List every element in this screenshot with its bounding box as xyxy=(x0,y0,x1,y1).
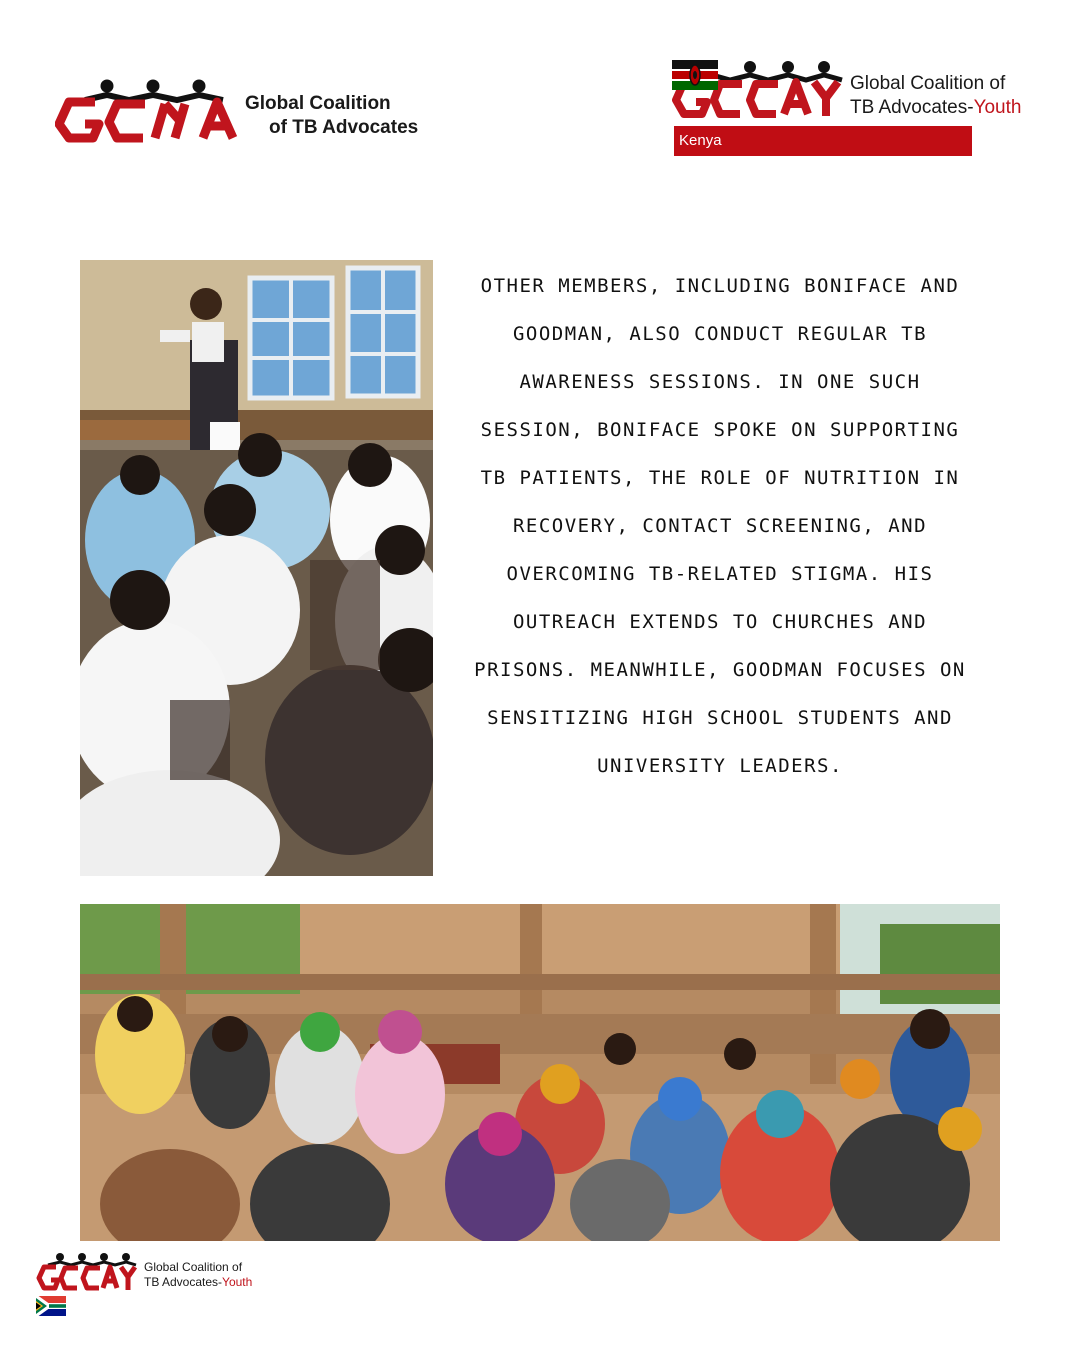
kenya-flag-icon xyxy=(672,60,718,90)
footer-logo-title-prefix: TB Advocates- xyxy=(144,1275,223,1289)
country-label: Kenya xyxy=(674,126,972,156)
gcta-logo-mark xyxy=(55,78,250,148)
footer-gctay-logo xyxy=(36,1252,276,1322)
gcta-logo xyxy=(55,78,435,148)
gctay-logo-youth-word: Youth xyxy=(973,97,1022,118)
gctay-logo xyxy=(672,60,1037,160)
gcta-logo-title-line1: Global Coalition xyxy=(245,93,391,114)
footer-gctay-logo-mark xyxy=(36,1252,142,1294)
gctay-logo-title-line1: Global Coalition of xyxy=(850,73,1006,94)
classroom-photo xyxy=(80,260,433,876)
footer-logo-title-line1: Global Coalition of xyxy=(144,1260,243,1274)
gcta-logo-title-line2: of TB Advocates xyxy=(269,117,419,138)
community-meeting-photo xyxy=(80,904,1000,1241)
gctay-logo-title-prefix: TB Advocates- xyxy=(850,97,974,118)
footer-logo-youth-word: Youth xyxy=(222,1275,253,1289)
body-paragraph: OTHER MEMBERS, INCLUDING BONIFACE AND GOODMAN, ALSO CONDUCT REGULAR TB AWARENESS SESSIONS. IN ONE SUCH SESSION, BONIFACE SPOKE ON SUPPORTING TB PATIENTS, THE ROLE OF NUTRITION IN RECOVERY, CONTACT SCREENING, AND OVERCOMING TB-RELATED STIGMA. HIS OUTREACH EXTENDS TO CHURCHES AND PRISONS. MEANWHILE, GOODMAN FOCUSES ON SENSITIZING HIGH SCHOOL STUDENTS AND UNIVERSITY LEADERS. xyxy=(474,275,966,777)
south-africa-flag-icon xyxy=(36,1296,66,1316)
